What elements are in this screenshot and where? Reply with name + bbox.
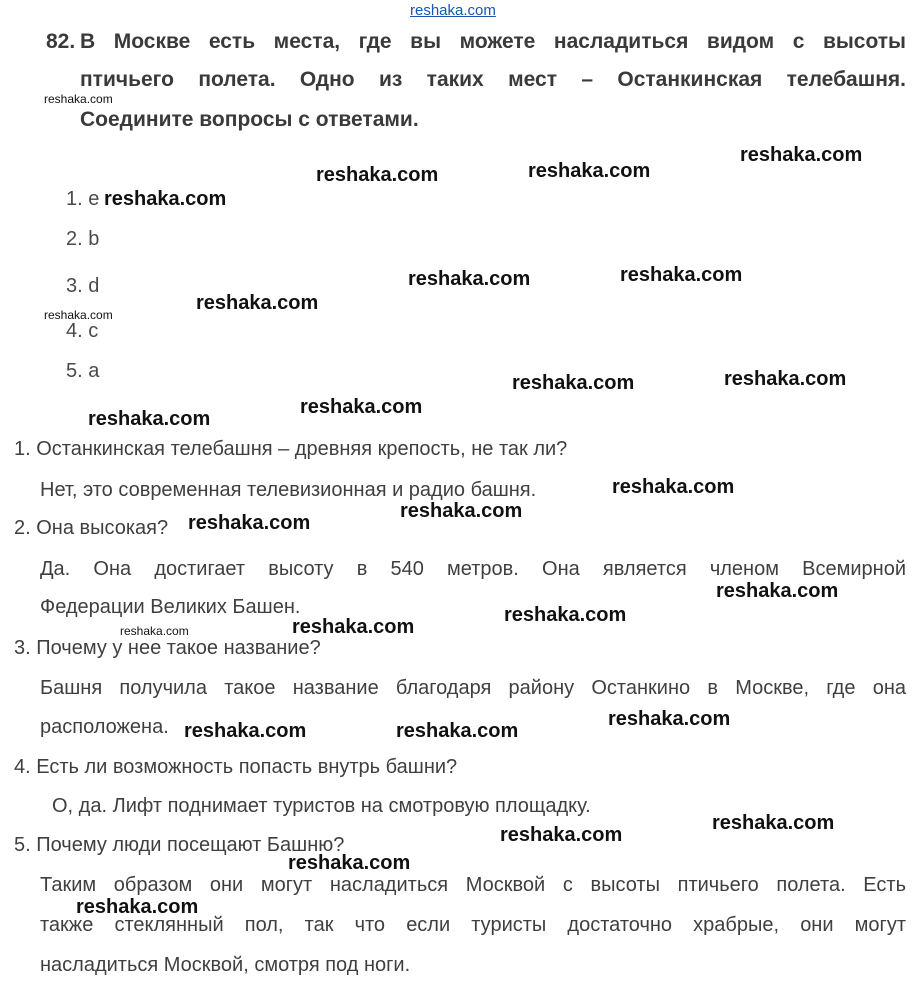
watermark: reshaka.com	[88, 408, 211, 430]
answer-text-5-line-2: также стеклянный пол, так что если туристы достаточно храбрые, они могут	[40, 914, 906, 936]
watermark: reshaka.com	[396, 720, 519, 742]
watermark: reshaka.com	[184, 720, 307, 742]
watermark: reshaka.com	[408, 268, 531, 290]
answer-3: 3. d	[66, 275, 100, 297]
watermark: reshaka.com	[400, 500, 523, 522]
question-2: 2. Она высокая?	[14, 517, 169, 539]
watermark: reshaka.com	[716, 580, 839, 602]
watermark: reshaka.com	[104, 188, 227, 210]
watermark: reshaka.com	[504, 604, 627, 626]
answer-text-5-line-1: Таким образом они могут насладиться Москвой с высоты птичьего полета. Есть	[40, 874, 906, 896]
watermark: reshaka.com	[712, 812, 835, 834]
watermark: reshaka.com	[188, 512, 311, 534]
watermark: reshaka.com	[288, 852, 411, 874]
watermark: reshaka.com	[44, 308, 113, 322]
task-text-line-1: В Москве есть места, где вы можете насладиться видом с высоты	[80, 30, 906, 53]
task-text-line-2: птичьего полета. Одно из таких мест – Останкинская телебашня.	[80, 68, 906, 91]
watermark: reshaka.com	[76, 896, 199, 918]
watermark: reshaka.com	[196, 292, 319, 314]
watermark: reshaka.com	[44, 92, 113, 106]
answer-text-2-line-2: Федерации Великих Башен.	[40, 596, 301, 618]
watermark: reshaka.com	[612, 476, 735, 498]
watermark: reshaka.com	[300, 396, 423, 418]
watermark: reshaka.com	[528, 160, 651, 182]
answer-1: 1. e	[66, 188, 100, 210]
question-4: 4. Есть ли возможность попасть внутрь башни?	[14, 756, 458, 778]
watermark: reshaka.com	[724, 368, 847, 390]
watermark: reshaka.com	[740, 144, 863, 166]
watermark: reshaka.com	[120, 624, 189, 638]
answer-text-2-line-1: Да. Она достигает высоту в 540 метров. Она является членом Всемирной	[40, 558, 906, 580]
watermark: reshaka.com	[512, 372, 635, 394]
watermark: reshaka.com	[316, 164, 439, 186]
watermark: reshaka.com	[500, 824, 623, 846]
watermark: reshaka.com	[608, 708, 731, 730]
question-3: 3. Почему у нее такое название?	[14, 637, 321, 659]
task-number: 82.	[46, 30, 76, 53]
watermark: reshaka.com	[292, 616, 415, 638]
question-1: 1. Останкинская телебашня – древняя крепость, не так ли?	[14, 438, 568, 460]
question-5: 5. Почему люди посещают Башню?	[14, 834, 345, 856]
answer-text-1: Нет, это современная телевизионная и радио башня.	[40, 479, 537, 501]
answer-text-5-line-3: насладиться Москвой, смотря под ноги.	[40, 954, 411, 976]
answer-text-3-line-1: Башня получила такое название благодаря району Останкино в Москве, где она	[40, 677, 906, 699]
answer-4: 4. c	[66, 320, 99, 342]
answer-text-4: О, да. Лифт поднимает туристов на смотровую площадку.	[52, 795, 591, 817]
answer-5: 5. a	[66, 360, 100, 382]
answer-text-3-line-2: расположена.	[40, 716, 169, 738]
answer-2: 2. b	[66, 228, 100, 250]
header-watermark-link[interactable]: reshaka.com	[410, 2, 496, 19]
task-instruction: Соедините вопросы с ответами.	[80, 108, 419, 131]
watermark: reshaka.com	[620, 264, 743, 286]
